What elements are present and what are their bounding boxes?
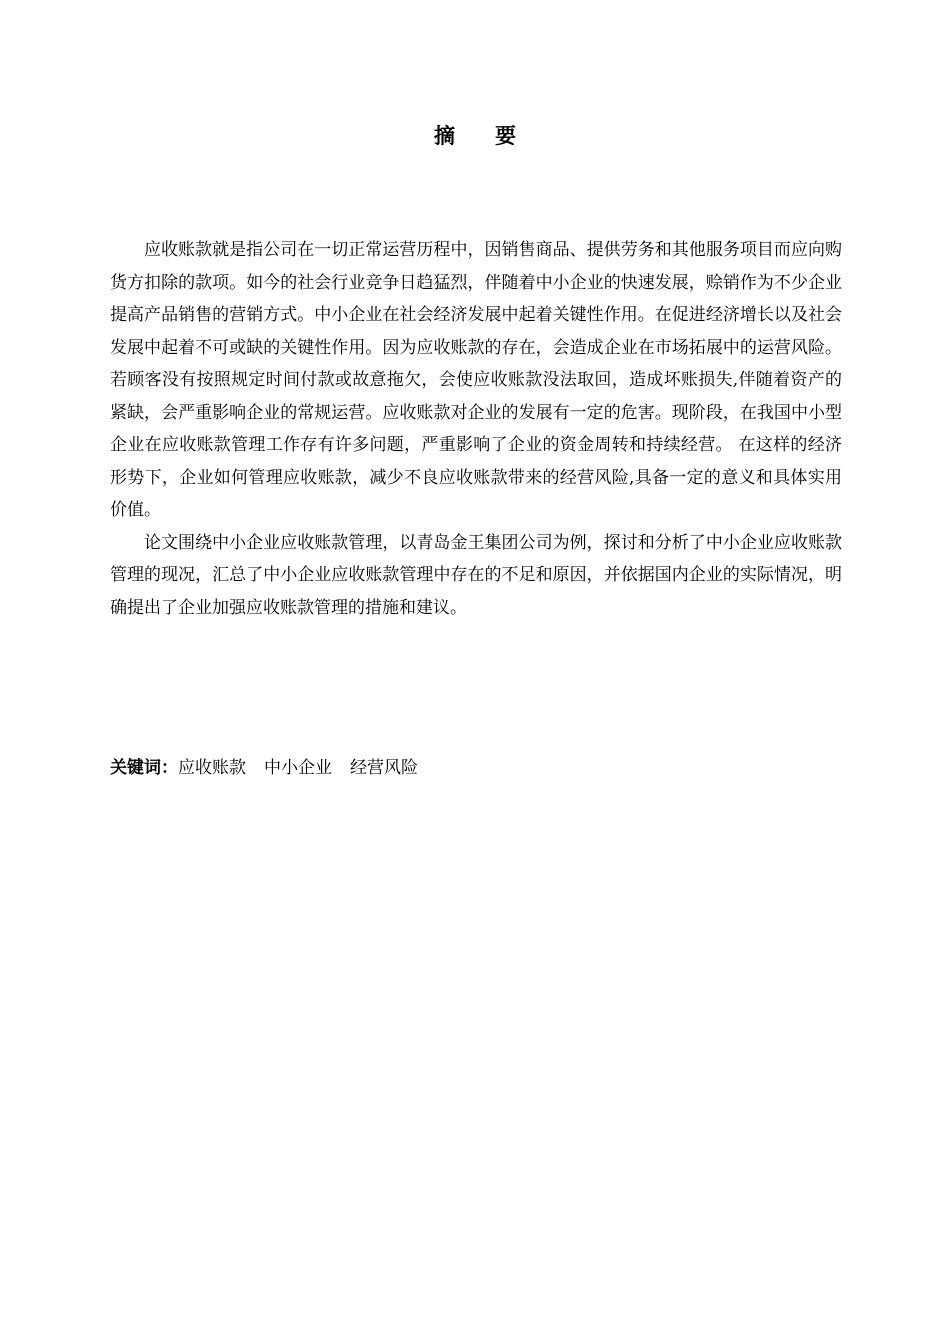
keywords-line: [110, 752, 842, 784]
abstract-title: 摘要: [434, 124, 556, 148]
abstract-body: [110, 234, 842, 624]
keyword-3: 经营风险: [350, 758, 418, 778]
abstract-paragraph-1: 应收账款就是指公司在一切正常运营历程中，因销售商品、提供劳务和其他服务项目而应向购货方扣除的款项。如今的社会行业竞争日趋猛烈，伴随着中小企业的快速发展，赊销作为不少企业提高产品销售的营销方式。中小企业在社会经济发展中起着关键性作用。在促进经济增长以及社会发展中起着不可或缺的关键性作用。因为应收账款的存在，会造成企业在市场拓展中的运营风险。若顾客没有按照规定时间付款或故意拖欠，会使应收账款没法取回，造成坏账损失,伴随着资产的紧缺，会严重影响企业的常规运营。应收账款对企业的发展有一定的危害。现阶段，在我国中小型企业在应收账款管理工作存有许多问题，严重影响了企业的资金周转和持续经营。 在这样的经济形势下，企业如何管理应收账款，减少不良应收账款带来的经营风险,具备一定的意义和具体实用价值。: [110, 240, 842, 520]
abstract-paragraph-2: 论文围绕中小企业应收账款管理，以青岛金王集团公司为例，探讨和分析了中小企业应收账款管理的现况，汇总了中小企业应收账款管理中存在的不足和原因，并依据国内企业的实际情况，明确提出了企业加强应收账款管理的措施和建议。: [110, 532, 842, 618]
keyword-2: 中小企业: [264, 758, 332, 778]
keywords-label: 关键词：: [110, 758, 178, 778]
keyword-1: 应收账款: [178, 758, 246, 778]
